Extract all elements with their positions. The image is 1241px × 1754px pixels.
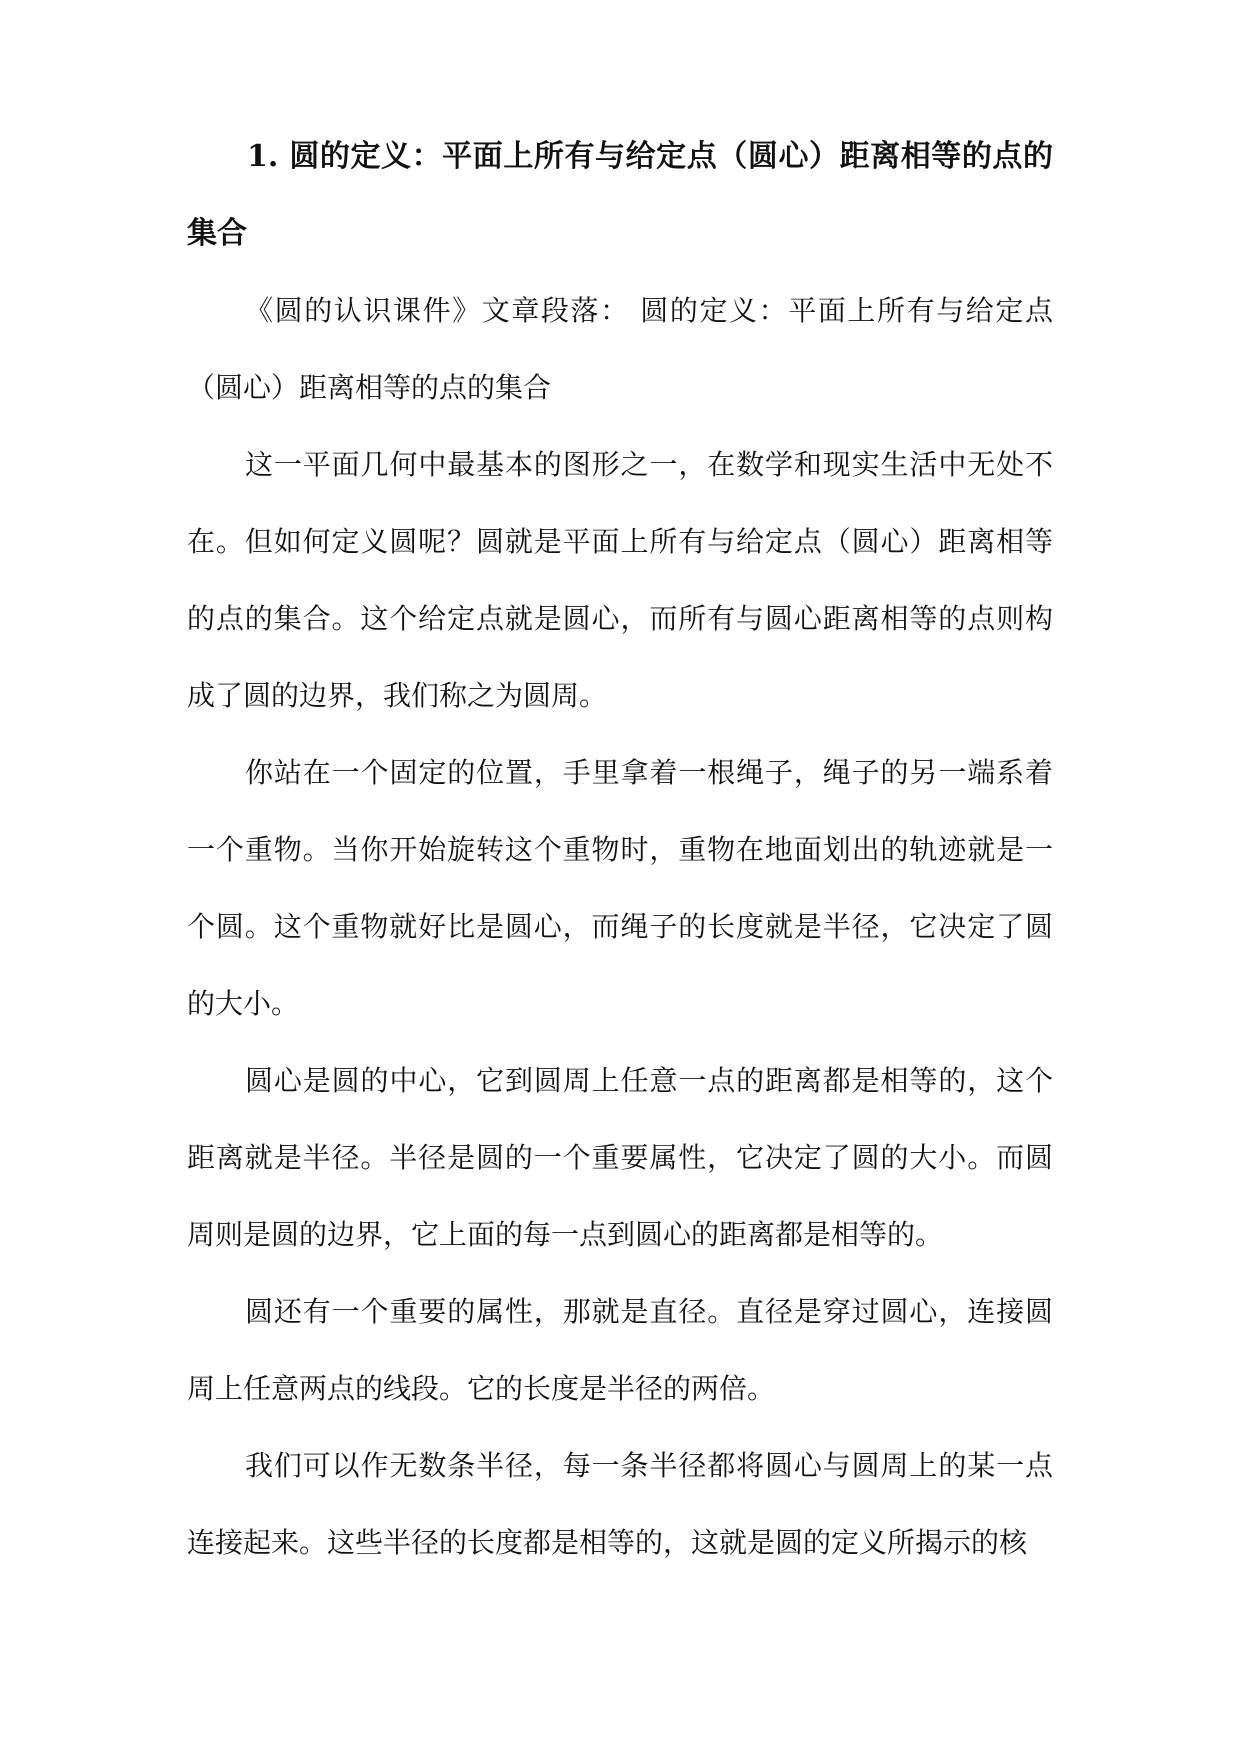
paragraph-definition: 这一平面几何中最基本的图形之一，在数学和现实生活中无处不在。但如何定义圆呢？圆就是平面上所有与给定点（圆心）距离相等的点的集合。这个给定点就是圆心，而所有与圆心距离相等的点则构成了圆的边界，我们称之为圆周。 [187, 448, 1053, 712]
paragraph-rope-example: 你站在一个固定的位置，手里拿着一根绳子，绳子的另一端系着一个重物。当你开始旋转这个重物时，重物在地面划出的轨迹就是一个圆。这个重物就好比是圆心，而绳子的长度就是半径，它决定了圆的大小。 [187, 756, 1053, 1020]
paragraph-diameter: 圆还有一个重要的属性，那就是直径。直径是穿过圆心，连接圆周上任意两点的线段。它的长度是半径的两倍。 [187, 1295, 1053, 1405]
section-heading: 1. 圆的定义：平面上所有与给定点（圆心）距离相等的点的集合 [187, 139, 1053, 251]
paragraph-infinite-radii: 我们可以作无数条半径，每一条半径都将圆心与圆周上的某一点连接起来。这些半径的长度都是相等的，这就是圆的定义所揭示的核 [187, 1449, 1053, 1559]
paragraph-intro: 《圆的认识课件》文章段落： 圆的定义：平面上所有与给定点（圆心）距离相等的点的集合 [187, 294, 1053, 404]
paragraph-center-radius: 圆心是圆的中心，它到圆周上任意一点的距离都是相等的，这个距离就是半径。半径是圆的一个重要属性，它决定了圆的大小。而圆周则是圆的边界，它上面的每一点到圆心的距离都是相等的。 [187, 1064, 1053, 1251]
document-page [187, 118, 1053, 1581]
